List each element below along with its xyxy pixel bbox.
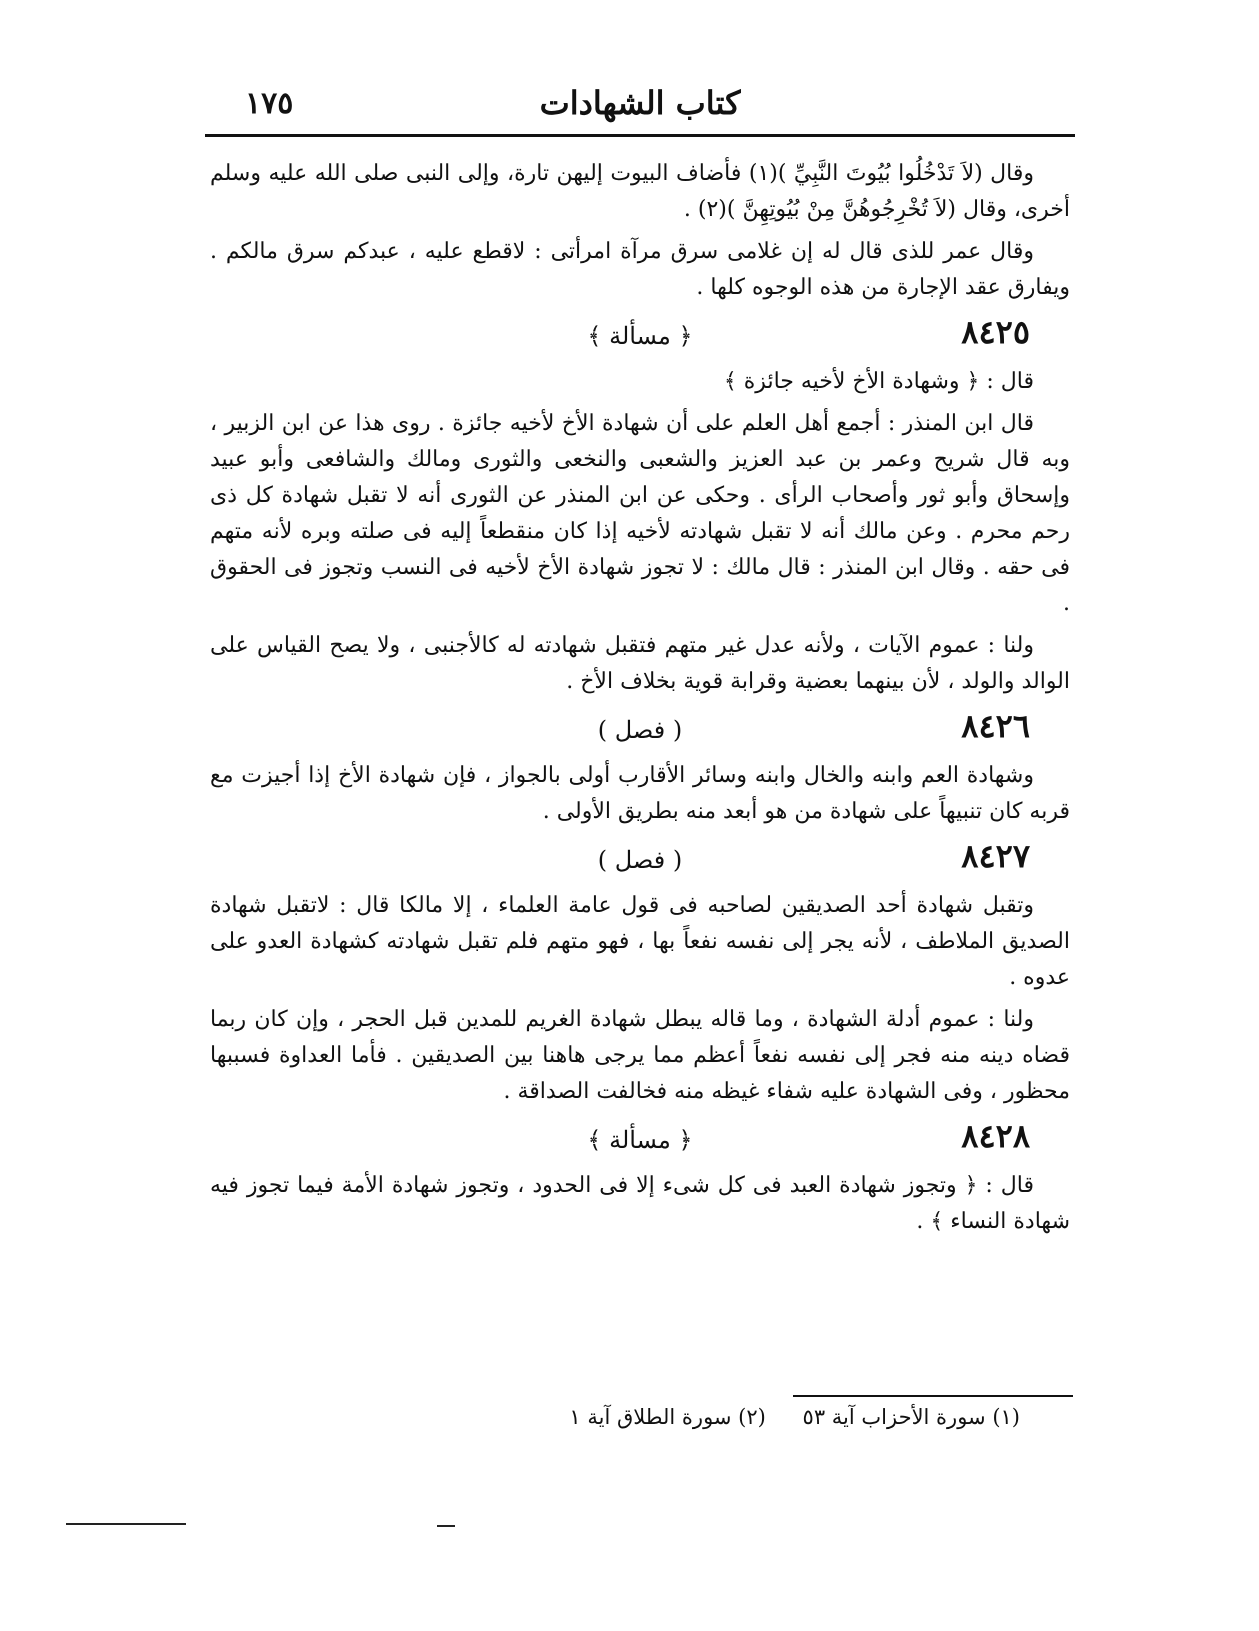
section-label: ﴿ مسألة ﴾ bbox=[587, 1126, 693, 1154]
section-number: ٨٤٢٧ bbox=[961, 837, 1030, 875]
running-title: كتاب الشهادات bbox=[539, 84, 741, 122]
paragraph: قال ابن المنذر : أجمع أهل العلم على أن شهادة الأخ لأخيه جائزة . روى هذا عن ابن الزبير ، وبه قال شريح وعمر بن عبد العزيز والشعبى والنخعى والثورى ومالك والشافعى وأبو عبيد وإسحاق وأبو ثور وأصحاب الرأى . وحكى عن ابن المنذر عن الثورى أنه لا تقبل شهادة كل ذى رحم محرم . وعن مالك أنه لا تقبل شهادته لأخيه إذا كان منقطعاً إليه فى صلته وبره لأنه متهم فى حقه . وقال ابن المنذر : قال مالك : لا تجوز شهادة الأخ لأخيه فى النسب وتجوز فى الحقوق . bbox=[210, 411, 1070, 616]
section-label: ( فصل ) bbox=[597, 716, 683, 744]
paragraph: قال : ﴿ وشهادة الأخ لأخيه جائزة ﴾ bbox=[723, 369, 1034, 394]
section-heading bbox=[210, 706, 1070, 752]
footnotes bbox=[400, 1405, 1020, 1429]
page-number: ١٧٥ bbox=[245, 86, 294, 121]
paragraph: وتقبل شهادة أحد الصديقين لصاحبه فى قول عامة العلماء ، إلا مالكا قال : لاتقبل شهادة الصديق الملاطف ، لأنه يجر إلى نفسه نفعاً بها ، فهو متهم فلم تقبل شهادته كشهادة العدو على عدوه . bbox=[210, 893, 1070, 990]
section-number: ٨٤٢٦ bbox=[961, 707, 1030, 745]
paragraph: وقال عمر للذى قال له إن غلامى سرق مرآة امرأتى : لاقطع عليه ، عبدكم سرق مالكم . ويفارق عقد الإجارة من هذه الوجوه كلها . bbox=[210, 239, 1070, 300]
main-text bbox=[210, 156, 1070, 1246]
paragraph: ولنا : عموم الآيات ، ولأنه عدل غير متهم فتقبل شهادته له كالأجنبى ، ولا يصح القياس على الوالد والولد ، لأن بينهما بعضية وقرابة قوية بخلاف الأخ . bbox=[210, 633, 1070, 694]
section-number: ٨٤٢٥ bbox=[961, 313, 1030, 351]
header-rule bbox=[205, 134, 1075, 137]
paragraph: ولنا : عموم أدلة الشهادة ، وما قاله يبطل شهادة الغريم للمدين قبل الحجر ، وإن كان ربما قضاه دينه منه فجر إلى نفسه نفعاً أعظم مما يرجى هاهنا بين الصديقين . فأما العداوة فسببها محظور ، وفى الشهادة عليه شفاء غيظه منه فخالفت الصداقة . bbox=[210, 1007, 1070, 1104]
paragraph: وشهادة العم وابنه والخال وابنه وسائر الأقارب أولى بالجواز ، فإن شهادة الأخ إذا أجيزت مع قربه كان تنبيهاً على شهادة من هو أبعد منه بطريق الأولى . bbox=[210, 763, 1070, 824]
footnote-rule bbox=[793, 1395, 1073, 1397]
paragraph: قال : ﴿ وتجوز شهادة العبد فى كل شىء إلا فى الحدود ، وتجوز شهادة الأمة فيما تجوز فيه شهادة النساء ﴾ . bbox=[210, 1173, 1070, 1234]
section-heading bbox=[210, 1116, 1070, 1162]
section-heading bbox=[210, 836, 1070, 882]
section-heading bbox=[210, 312, 1070, 358]
scan-mark bbox=[66, 1523, 186, 1525]
section-number: ٨٤٢٨ bbox=[961, 1117, 1030, 1155]
footnote: (١) سورة الأحزاب آية ٥٣ bbox=[802, 1405, 1020, 1429]
section-label: ﴿ مسألة ﴾ bbox=[587, 322, 693, 350]
footnote: (٢) سورة الطلاق آية ١ bbox=[569, 1405, 766, 1429]
page-header bbox=[205, 84, 1075, 134]
section-label: ( فصل ) bbox=[597, 846, 683, 874]
scan-mark bbox=[437, 1525, 455, 1527]
paragraph: وقال (لاَ تَدْخُلُوا بُيُوتَ النَّبِيِّ )(١) فأضاف البيوت إليهن تارة، وإلى النبى صلى الله عليه وسلم أخرى، وقال (لاَ تُخْرِجُوهُنَّ مِنْ بُيُوتِهِنَّ )(٢) . bbox=[210, 161, 1070, 222]
